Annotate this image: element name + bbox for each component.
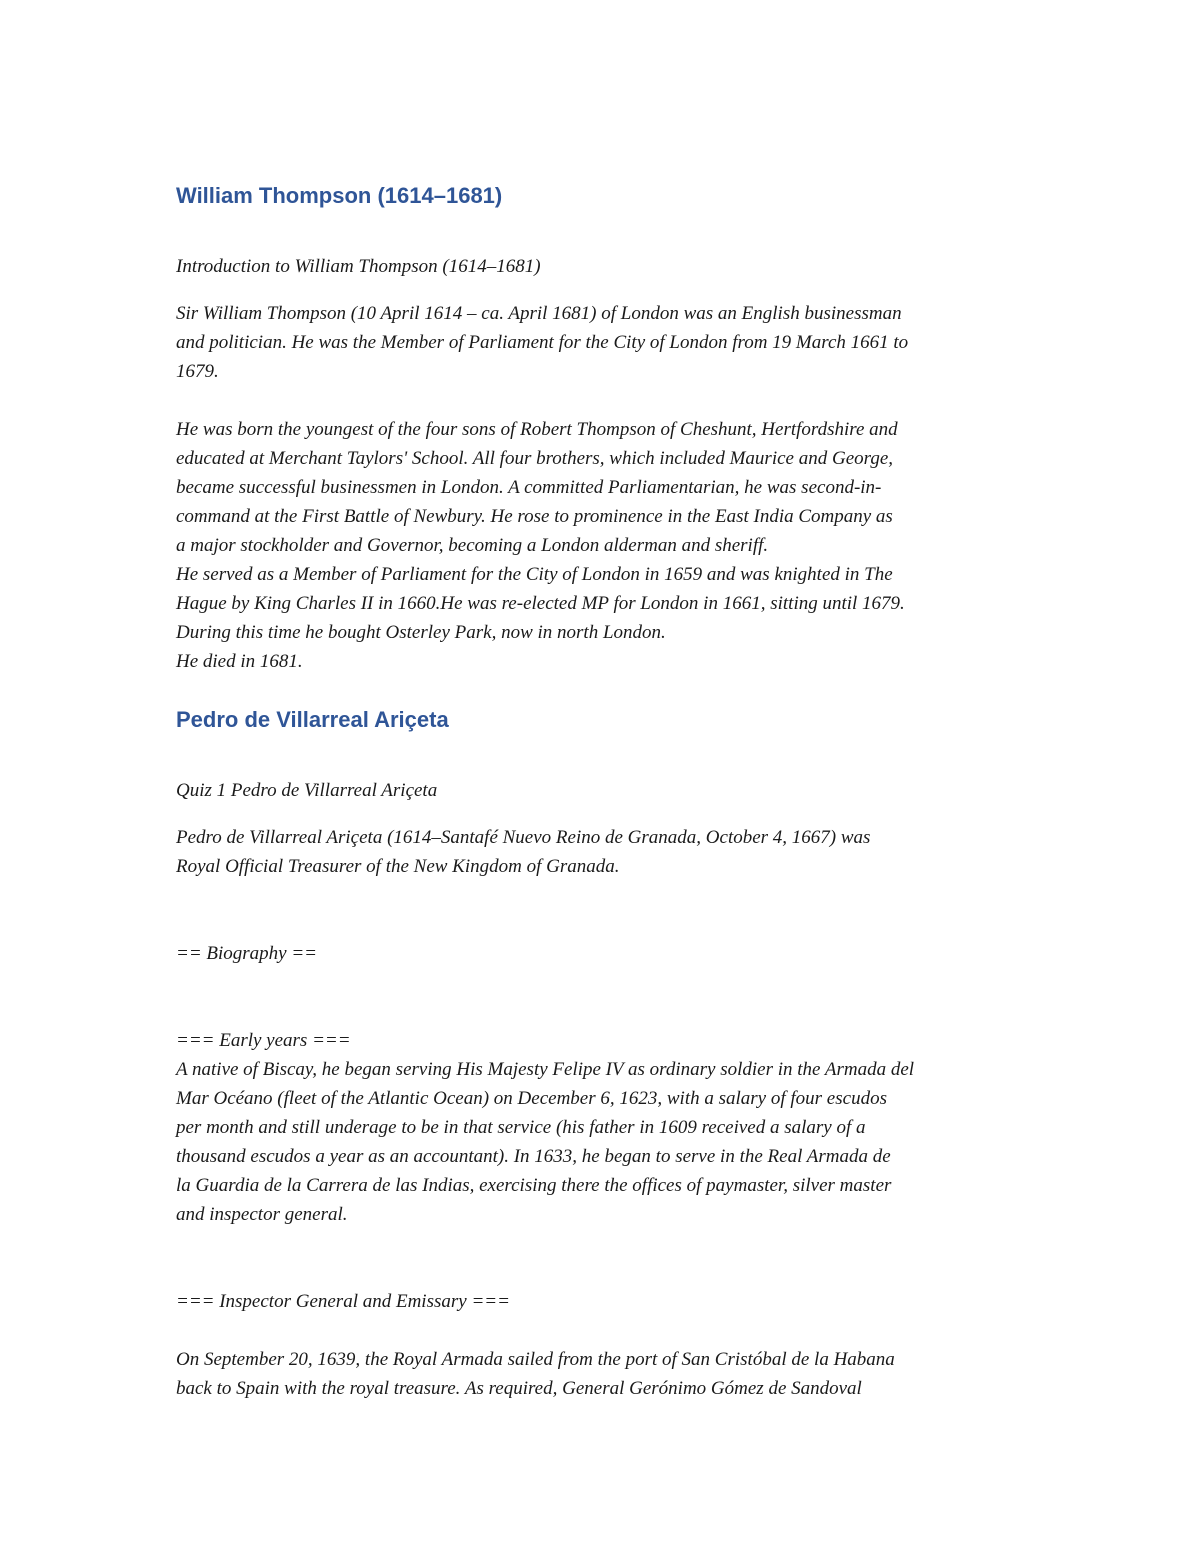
- heading-pedro-de-villarreal: Pedro de Villarreal Ariçeta: [176, 707, 449, 732]
- intro-pedro-de-villarreal: Quiz 1 Pedro de Villarreal Ariçeta: [176, 780, 438, 801]
- paragraph-villarreal-summary: Pedro de Villarreal Ariçeta (1614–Santafé Nuevo Reino de Granada, October 4, 1667) was Royal Official Treasurer of the New Kingdom of Granada.: [176, 827, 871, 877]
- intro-william-thompson: Introduction to William Thompson (1614–1681): [176, 256, 541, 277]
- inspector-general-heading: === Inspector General and Emissary ===: [176, 1291, 510, 1312]
- paragraph-inspector-general: On September 20, 1639, the Royal Armada sailed from the port of San Cristóbal de la Habana back to Spain with the royal treasure. As required, General Gerónimo Gómez de Sandoval: [176, 1349, 895, 1399]
- paragraph-early-years: A native of Biscay, he began serving His Majesty Felipe IV as ordinary soldier in the Armada del Mar Océano (fleet of the Atlantic Ocean) on December 6, 1623, with a salary of four escudos per month and still underage to be in that service (his father in 1609 received a salary of a thousand escudos a year as an accountant). In 1633, he began to serve in the Real Armada de la Guardia de la Carrera de las Indias, exercising there the offices of paymaster, silver master and inspector general.: [176, 1059, 915, 1225]
- heading-william-thompson: William Thompson (1614–1681): [176, 183, 503, 208]
- paragraph-thompson-biography: He was born the youngest of the four sons of Robert Thompson of Cheshunt, Hertfordshire and educated at Merchant Taylors' School. All four brothers, which included Maurice and George, became successful businessmen in London. A committed Parliamentarian, he was second-in- command at the First Battle of Newbury. He rose to prominence in the East India Company as a major stockholder and Governor, becoming a London alderman and sheriff. He served as a Member of Parliament for the City of London in 1659 and was knighted in The Hague by King Charles II in 1660.He was re-elected MP for London in 1661, sitting until 1679. During this time he bought Osterley Park, now in north London. He died in 1681.: [176, 419, 905, 672]
- paragraph-thompson-summary: Sir William Thompson (10 April 1614 – ca. April 1681) of London was an English businessman and politician. He was the Member of Parliament for the City of London from 19 March 1661 to 1679.: [176, 303, 909, 382]
- document-body: [176, 176, 1036, 1403]
- early-years-heading: === Early years ===: [176, 1030, 351, 1051]
- biography-heading: == Biography ==: [176, 943, 317, 964]
